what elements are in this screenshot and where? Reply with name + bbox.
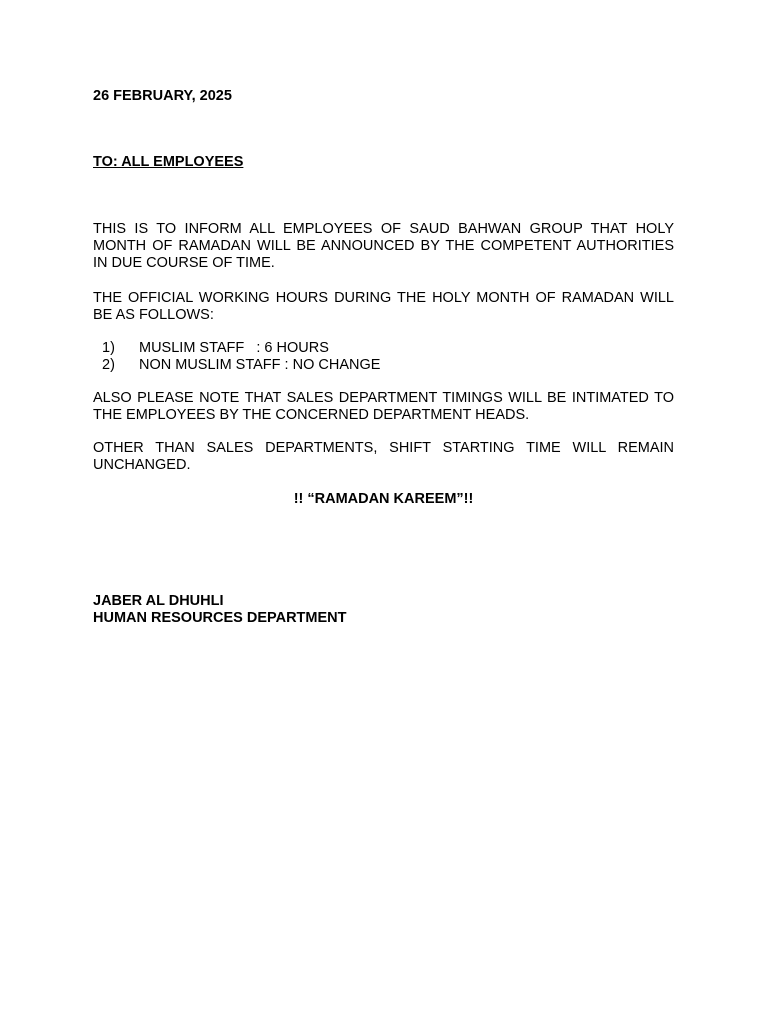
- signatory-name: JABER AL DHUHLI: [93, 593, 224, 609]
- shift-time-paragraph: OTHER THAN SALES DEPARTMENTS, SHIFT STARTING TIME WILL REMAIN UNCHANGED.: [93, 440, 674, 473]
- memo-date: 26 FEBRUARY, 2025: [93, 88, 232, 104]
- list-item-text: NON MUSLIM STAFF : NO CHANGE: [139, 357, 381, 373]
- list-item-number: 2): [102, 357, 115, 373]
- closing-greeting: !! “RAMADAN KAREEM”!!: [293, 491, 474, 507]
- list-item-text: MUSLIM STAFF : 6 HOURS: [139, 340, 329, 356]
- announcement-paragraph: THIS IS TO INFORM ALL EMPLOYEES OF SAUD BAHWAN GROUP THAT HOLY MONTH OF RAMADAN WILL BE ANNOUNCED BY THE COMPETENT AUTHORITIES IN DUE COURSE OF TIME.: [93, 221, 674, 271]
- sales-timings-paragraph: ALSO PLEASE NOTE THAT SALES DEPARTMENT TIMINGS WILL BE INTIMATED TO THE EMPLOYEES BY THE CONCERNED DEPARTMENT HEADS.: [93, 390, 674, 423]
- list-item: [102, 340, 380, 357]
- working-hours-paragraph: THE OFFICIAL WORKING HOURS DURING THE HOLY MONTH OF RAMADAN WILL BE AS FOLLOWS:: [93, 290, 674, 323]
- signatory-department: HUMAN RESOURCES DEPARTMENT: [93, 610, 347, 626]
- memo-page: [93, 0, 674, 1024]
- signature-block: [93, 593, 347, 627]
- working-hours-list: [102, 340, 380, 374]
- list-item-number: 1): [102, 340, 115, 356]
- list-item: [102, 357, 380, 374]
- memo-recipient: TO: ALL EMPLOYEES: [93, 154, 244, 170]
